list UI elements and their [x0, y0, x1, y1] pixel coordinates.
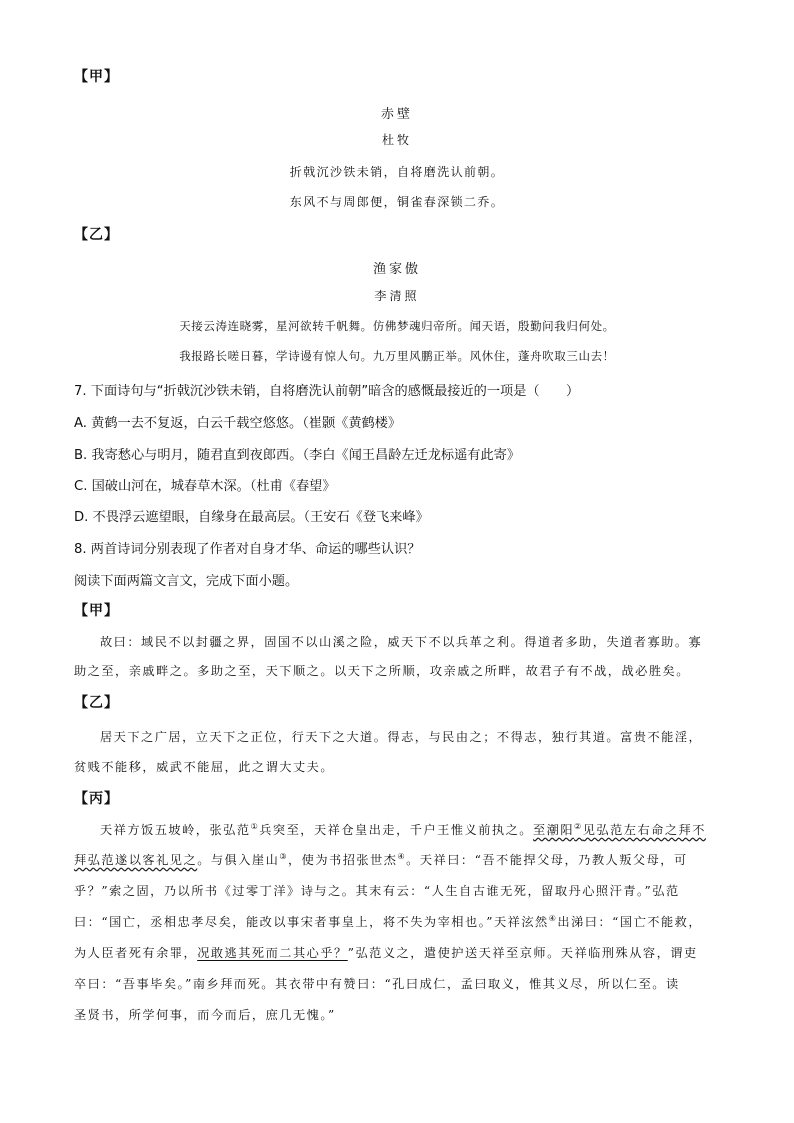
poem1-title: 赤壁: [380, 107, 413, 122]
note-marker-4: ④: [397, 851, 407, 861]
question-8: 8. 两首诗词分别表现了作者对自身才华、命运的哪些认识？: [74, 542, 421, 557]
note-marker-3: ③: [279, 851, 288, 861]
poem2-author: 李清照: [374, 289, 420, 303]
section-label-yi: 【乙】: [74, 227, 119, 243]
option-a: A. 黄鹤一去不复返，白云千载空悠悠。（崔颢《黄鹤楼》: [74, 416, 402, 431]
underlined-sentence: 况敢逃其死而二其心乎？: [197, 946, 348, 960]
passage-jia-line-1: 故曰：域民不以封疆之界，固国不以山溪之险，威天下不以兵革之利。得道者多助，失道者寡助。寡: [100, 635, 703, 649]
section-label-jia: 【甲】: [74, 69, 119, 85]
poem2-line-1: 天接云涛连晓雾，星河欲转千帆舞。仿佛梦魂归帝所。闻天语，殷勤问我归何处。: [179, 319, 615, 333]
passage-yi-line-2: 贫贱不能移，威武不能屈，此之谓大丈夫。: [74, 760, 335, 774]
option-d: D. 不畏浮云遮望眼，自缘身在最高层。（王安石《登飞来峰》: [74, 510, 429, 525]
section-label-jia-2: 【甲】: [74, 603, 119, 619]
passage-bing-line-7: 圣贤书，所学何事，而今而后，庶几无愧。”: [74, 1008, 336, 1022]
option-c: C. 国破山河在，城春草木深。（杜甫《春望》: [74, 479, 336, 494]
poem2-title: 渔家傲: [372, 262, 421, 277]
wavy-underline-sentence: 至潮阳②见弘范左右命之拜不: [532, 821, 706, 837]
poem2-line-2: 我报路长嗟日暮，学诗谩有惊人句。九万里风鹏正举。风休住，蓬舟吹取三山去！: [179, 349, 615, 363]
reading-instruction: 阅读下面两篇文言文，完成下面小题。: [74, 574, 299, 589]
passage-bing-line-1: 天祥方饭五坡岭，张弘范①兵突至，天祥仓皇出走，千户王惟义前执之。至潮阳②见弘范左右命之拜不: [100, 821, 706, 837]
note-marker-1: ①: [250, 821, 260, 831]
passage-bing-line-2: 拜弘范遂以客礼见之。与俱入崖山③，使为书招张世杰④。天祥曰：“吾不能捍父母，乃教人叛父母，可: [74, 851, 688, 867]
passage-yi-line-1: 居天下之广居，立天下之正位，行天下之大道。得志，与民由之；不得志，独行其道。富贵不能淫，: [100, 730, 703, 744]
passage-bing-line-4: 曰：“国亡，丞相忠孝尽矣，能改以事宋者事皇上，将不失为宰相也。”天祥泫然④出涕曰：“国亡不能救，: [74, 913, 703, 929]
option-b: B. 我寄愁心与明月，随君直到夜郎西。（李白《闻王昌龄左迁龙标遥有此寄》: [74, 448, 521, 463]
poem1-author: 杜牧: [381, 133, 412, 147]
section-label-bing: 【丙】: [74, 791, 119, 807]
poem1-line-1: 折戟沉沙铁未销，自将磨洗认前朝。: [289, 165, 505, 179]
passage-bing-line-5: 为人臣者死有余罪，况敢逃其死而二其心乎？”弘范义之，遣使护送天祥至京师。天祥临刑殊从容，谓吏: [74, 946, 698, 960]
section-label-yi-2: 【乙】: [74, 695, 119, 711]
note-marker-2: ②: [574, 821, 583, 831]
passage-bing-line-3: 乎？”索之固，乃以所书《过零丁洋》诗与之。其末有云：“人生自古谁无死，留取丹心照汗青。”弘范: [74, 884, 680, 898]
wavy-underline-sentence-cont: 拜弘范遂以客礼见之: [74, 853, 198, 867]
passage-bing-line-6: 卒曰：“吾事毕矣。”南乡拜而死。其衣带中有赞曰：“孔曰成仁，孟曰取义，惟其义尽，所以仁至。读: [74, 977, 680, 991]
question-7: 7. 下面诗句与“折戟沉沙铁未销，自将磨洗认前朝”暗含的感慨最接近的一项是（ ）: [74, 384, 580, 399]
poem1-line-2: 东风不与周郎便，铜雀春深锁二乔。: [289, 195, 505, 209]
note-marker-5: ④: [548, 913, 558, 923]
passage-jia-line-2: 助之至，亲戚畔之。多助之至，天下顺之。以天下之所顺，攻亲戚之所畔，故君子有不战，战必胜矣。: [74, 664, 690, 678]
